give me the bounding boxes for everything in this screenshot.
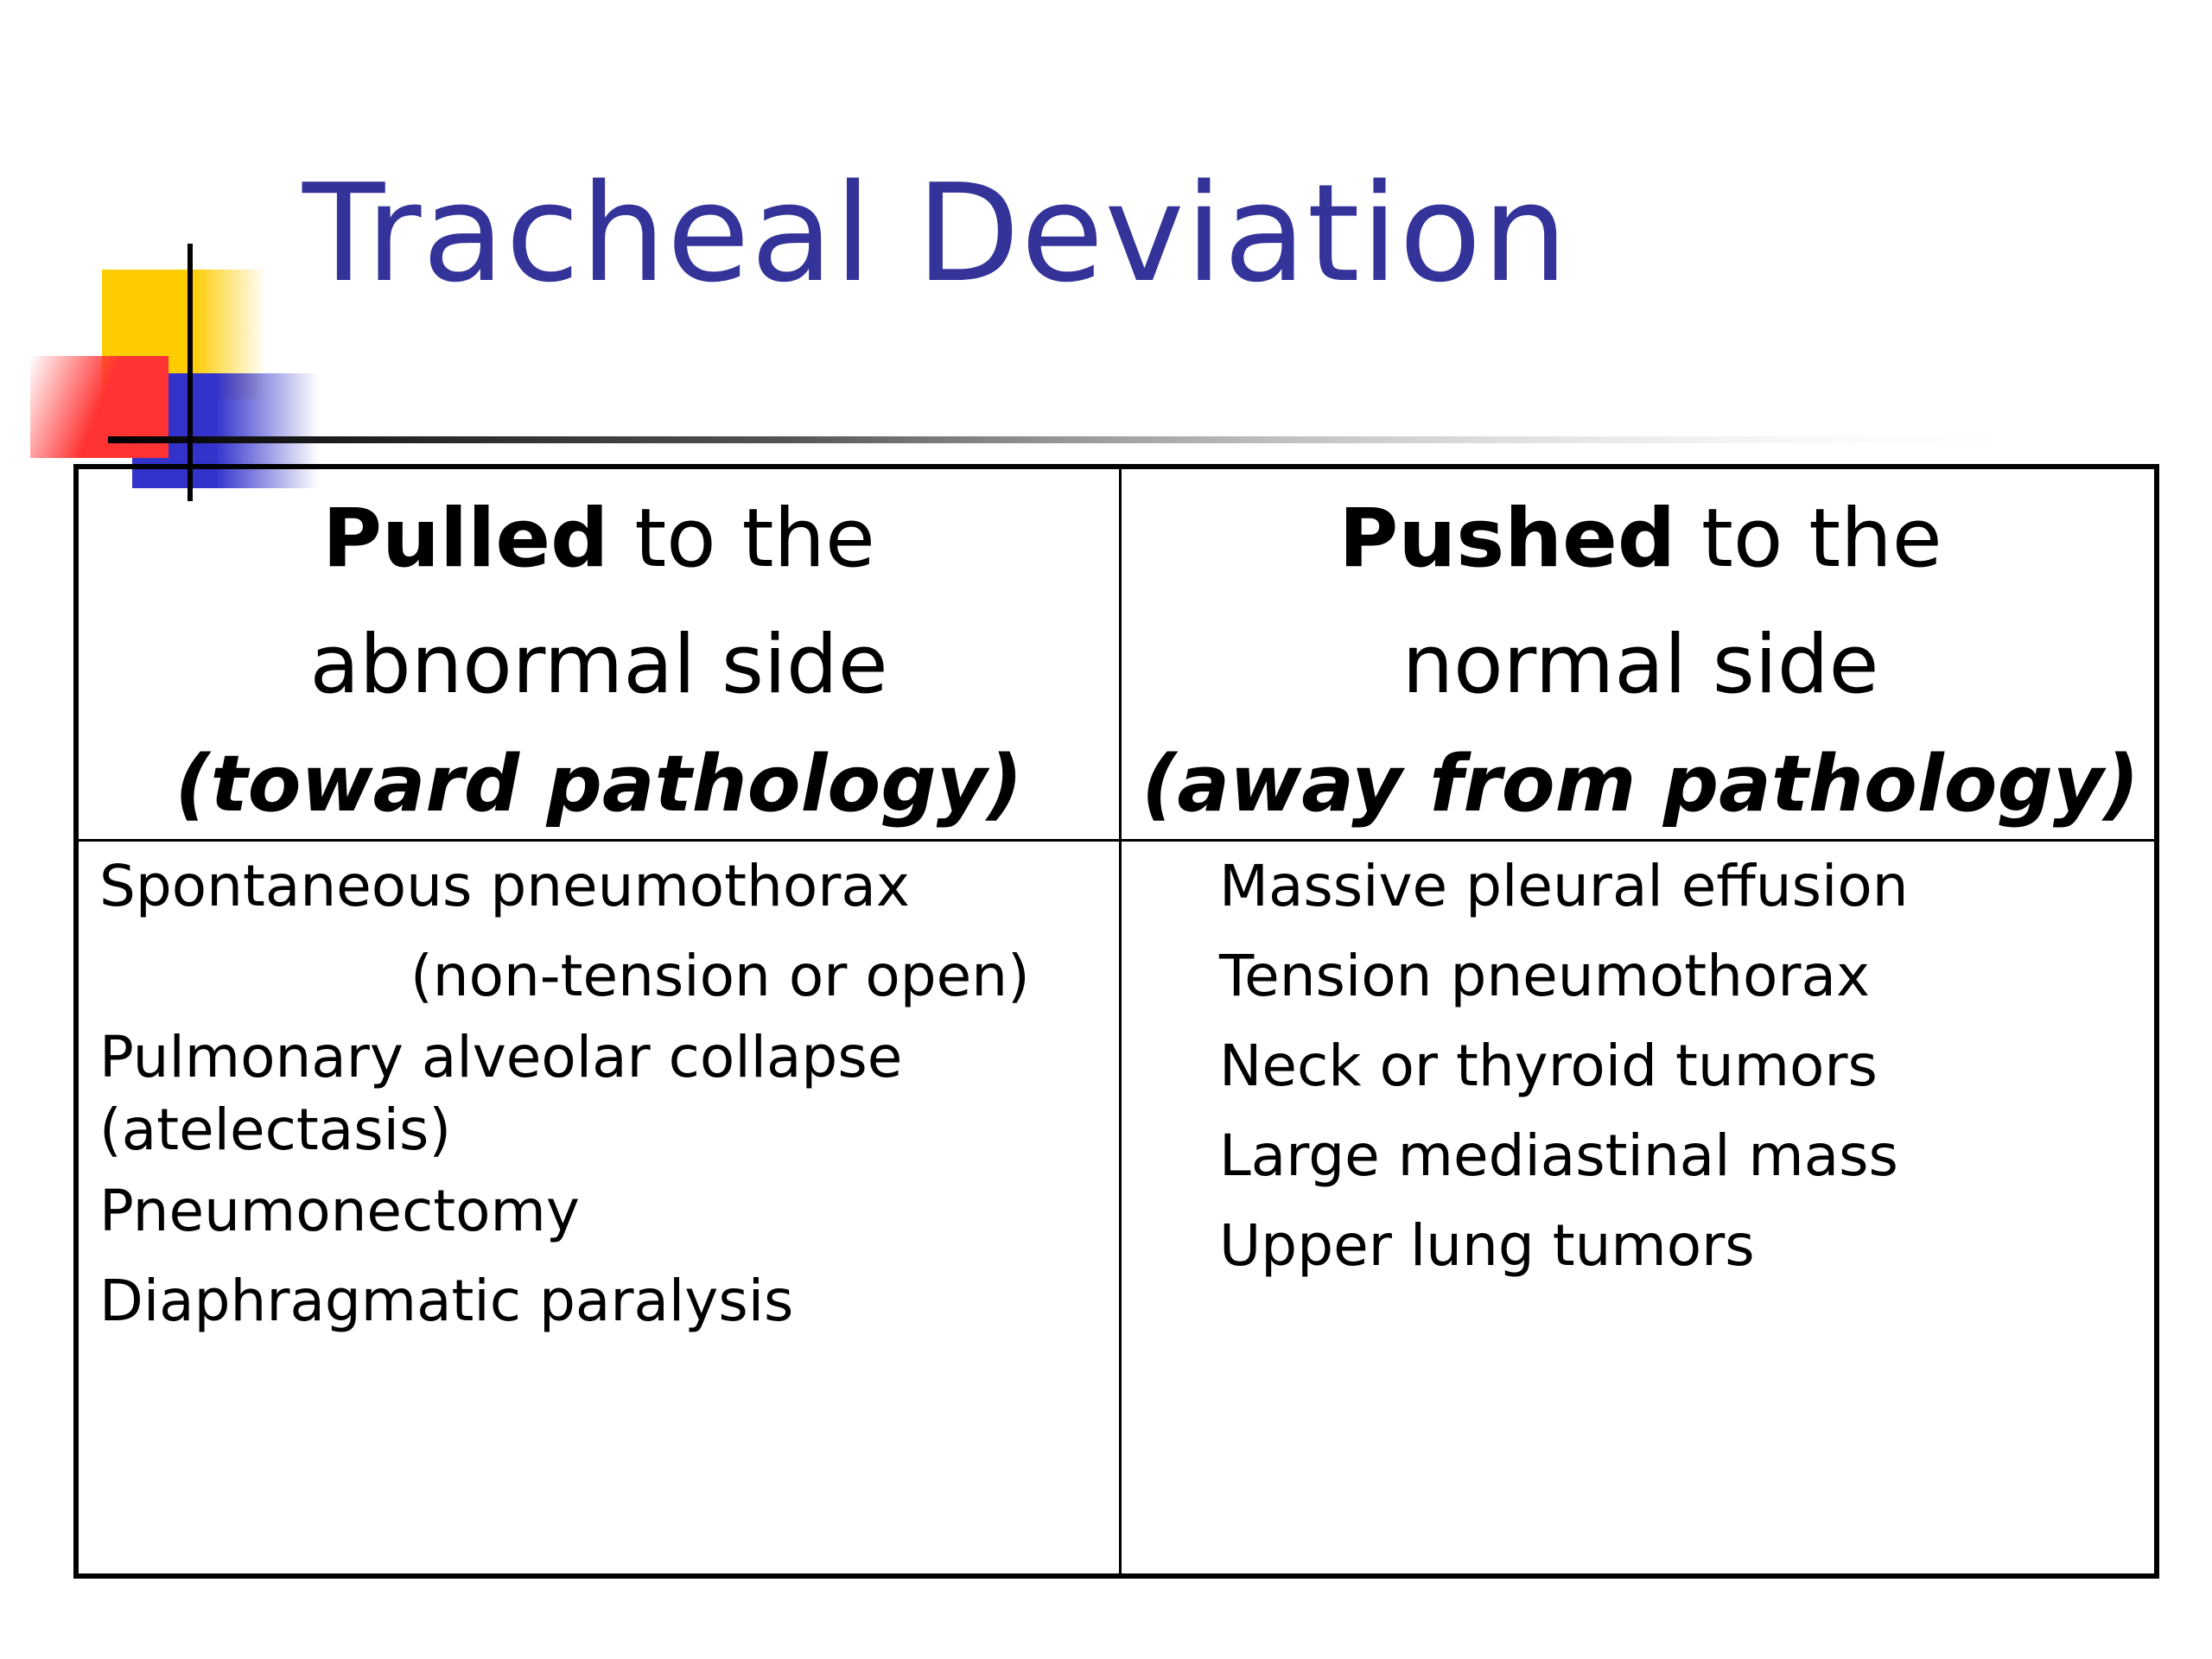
header-pushed [1122,469,2159,839]
deco-vertical-line [188,244,193,501]
comparison-table [73,464,2159,1579]
header-pulled-rest: to the [608,492,875,586]
list-item: Diaphragmatic paralysis [99,1268,794,1334]
pulled-causes-list [99,842,1102,1346]
list-item-continuation: (non-tension or open) [410,943,1030,1009]
header-pushed-line2: normal side [1402,618,1879,712]
list-item: Massive pleural effusion [1219,853,1909,919]
header-pushed-line1 [1122,476,2159,602]
list-item: Upper lung tumors [1219,1212,1755,1279]
header-pulled-line1 [79,476,1119,602]
list-item: Tension pneumothorax [1219,943,1871,1009]
header-pulled-line2: abnormal side [309,618,888,712]
header-pushed-subtitle: (away from pathology) [1141,739,2139,830]
list-item: Pulmonary alveolar collapse [99,1024,903,1090]
header-pulled-subtitle: (toward pathology) [175,739,1023,830]
list-item: Pneumonectomy [99,1178,580,1244]
header-pushed-rest: to the [1675,492,1942,586]
deco-yellow-square [102,270,266,399]
list-item: Spontaneous pneumothorax [99,853,910,919]
header-pushed-bold: Pushed [1338,492,1676,586]
pushed-causes-list [1219,842,2152,1291]
slide-title: Tracheal Deviation [302,155,1569,312]
list-item: Neck or thyroid tumors [1219,1033,1878,1099]
list-item-continuation: (atelectasis) [99,1096,452,1163]
list-item: Large mediastinal mass [1219,1122,1898,1189]
deco-red-square [30,356,168,458]
header-pulled [79,469,1119,839]
header-pulled-bold: Pulled [322,492,609,586]
deco-horizontal-line [108,436,2061,443]
